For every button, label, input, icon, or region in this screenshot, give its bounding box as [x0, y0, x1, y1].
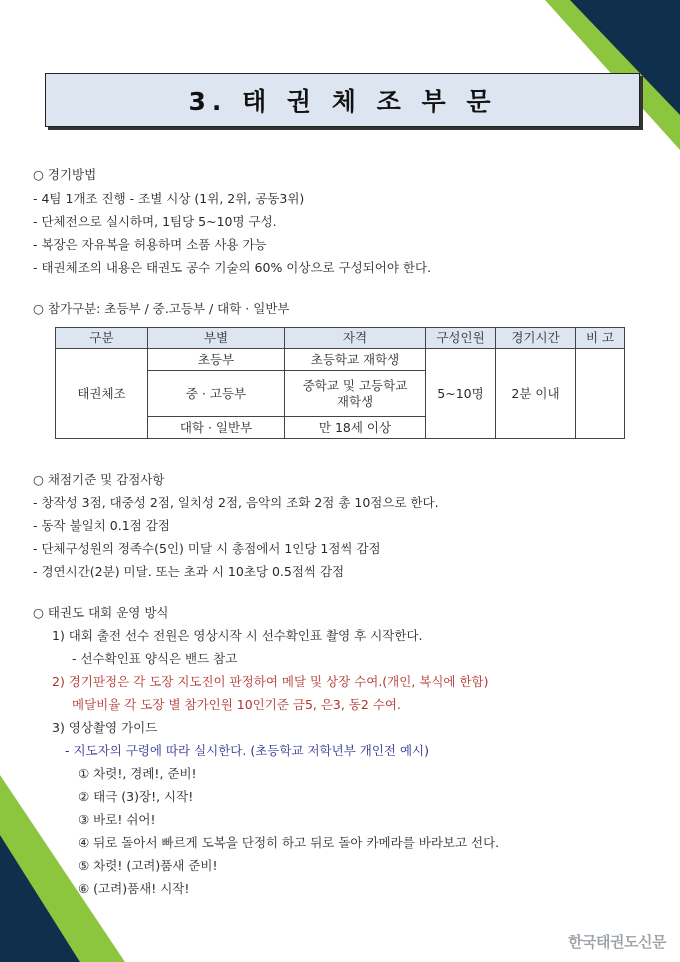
- method-line: - 4팀 1개조 진행 - 조별 시상 (1위, 2위, 공동3위): [33, 191, 305, 206]
- method-line: - 태권체조의 내용은 태권도 공수 기술의 60% 이상으로 구성되어야 한다.: [33, 260, 432, 275]
- page-title: 3. 태 권 체 조 부 문: [188, 87, 497, 116]
- operation-item-3: 3) 영상촬영 가이드: [52, 720, 158, 735]
- guide-step: ① 차렷!, 경례!, 준비!: [78, 766, 197, 781]
- section-heading-method: ○ 경기방법: [33, 167, 97, 182]
- method-line: - 복장은 자유복을 허용하며 소품 사용 가능: [33, 237, 267, 252]
- scoring-line: - 창작성 3점, 대중성 2점, 일치성 2점, 음악의 조화 2점 총 10점으로 한다.: [33, 495, 439, 510]
- section-heading-scoring: ○ 채점기준 및 감점사항: [33, 472, 165, 487]
- section-heading-participation: ○ 참가구분: 초등부 / 중.고등부 / 대학 · 일반부: [33, 301, 290, 316]
- guide-step: ⑤ 차렷! (고려)품새 준비!: [78, 858, 218, 873]
- newspaper-watermark: 한국태권도신문: [568, 933, 666, 951]
- time-cell: 2분 이내: [496, 349, 576, 439]
- division-cell: 대학 · 일반부: [148, 417, 285, 439]
- qualification-cell: 만 18세 이상: [285, 417, 426, 439]
- division-cell: 중 · 고등부: [148, 371, 285, 417]
- operation-item-1: 1) 대회 출전 선수 전원은 영상시작 시 선수확인표 촬영 후 시작한다.: [52, 628, 423, 643]
- table-header: 구분: [56, 328, 148, 349]
- table-header-row: [56, 328, 625, 349]
- method-line: - 단체전으로 실시하며, 1팀당 5~10명 구성.: [33, 214, 277, 229]
- table-header: 구성인원: [426, 328, 496, 349]
- guide-step: ③ 바로! 쉬어!: [78, 812, 156, 827]
- section-heading-operation: ○ 태권도 대회 운영 방식: [33, 605, 169, 620]
- page-title-box: [45, 73, 640, 127]
- operation-item-2: 2) 경기판정은 각 도장 지도진이 판정하여 메달 및 상장 수여.(개인, 복식에 한함): [52, 674, 489, 689]
- qualification-line: 중학교 및 고등학교: [302, 377, 408, 393]
- guide-step: ② 태극 (3)장!, 시작!: [78, 789, 194, 804]
- table-header: 경기시간: [496, 328, 576, 349]
- division-cell: 초등부: [148, 349, 285, 371]
- category-cell: 태권체조: [56, 349, 148, 439]
- qualification-cell: [285, 371, 426, 417]
- operation-item-1-sub: - 선수확인표 양식은 밴드 참고: [72, 651, 238, 666]
- participation-table: [55, 327, 625, 439]
- scoring-line: - 경연시간(2분) 미달. 또는 초과 시 10초당 0.5점씩 감점: [33, 564, 345, 579]
- members-cell: 5~10명: [426, 349, 496, 439]
- scoring-line: - 동작 불일치 0.1점 감점: [33, 518, 170, 533]
- operation-item-2-cont: 메달비율 각 도장 별 참가인원 10인기준 금5, 은3, 동2 수여.: [72, 697, 401, 712]
- table-row: [56, 349, 625, 371]
- table-header: 비 고: [576, 328, 625, 349]
- table-header: 부별: [148, 328, 285, 349]
- guide-step: ⑥ (고려)품새! 시작!: [78, 881, 190, 896]
- scoring-line: - 단체구성원의 정족수(5인) 미달 시 총점에서 1인당 1점씩 감점: [33, 541, 381, 556]
- qualification-cell: 초등학교 재학생: [285, 349, 426, 371]
- qualification-line: 재학생: [336, 393, 374, 409]
- operation-item-3-sub: - 지도자의 구령에 따라 실시한다. (초등학교 저학년부 개인전 예시): [65, 743, 429, 758]
- guide-step: ④ 뒤로 돌아서 빠르게 도복을 단정히 하고 뒤로 돌아 카메라를 바라보고 선다.: [78, 835, 500, 850]
- note-cell: [576, 349, 625, 439]
- table-header: 자격: [285, 328, 426, 349]
